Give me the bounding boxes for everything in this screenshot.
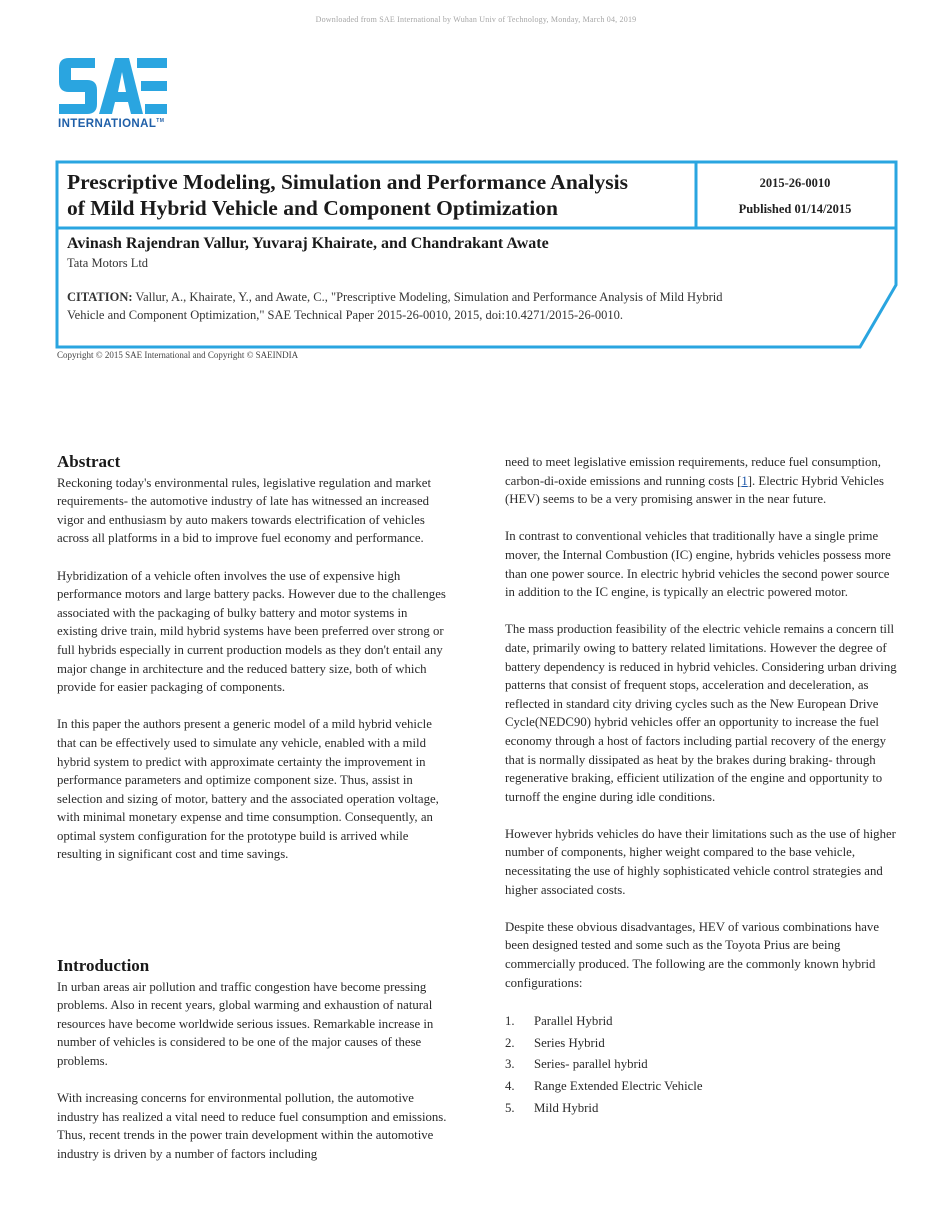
list-item: 1. Parallel Hybrid [505, 1013, 613, 1028]
body-paragraph: Despite these obvious disadvantages, HEV of various combinations have been designed tested and some such as the Toyota Prius are being commercially produced. The following are the commonly known hybrid configurations: [505, 919, 879, 990]
body-paragraph: The mass production feasibility of the electric vehicle remains a concern till date, primarily owing to battery related limitations. However the degree of battery dependency is reduced in hybrid vehicles. Considering urban driving patterns that consist of frequent stops, acceleration and deceleration, as reflected in standard city driving cycles such as the New European Drive Cycle(NEDC90) hybrid vehicles offer an opportunity to increase the fuel economy through a host of factors including partial recovery of the energy that is normally dissipated as heat by the brakes during braking- through regenerative braking, efficient utilization of the engine and opportunity to turnoff the engine during idle conditions. [505, 622, 897, 804]
citation: CITATION: Vallur, A., Khairate, Y., and Awate, C., "Prescriptive Modeling, Simulation and Performance Analysis of Mild Hybrid Vehicle and Component Optimization," SAE Technical Paper 2015-26-0010, 2015, doi:10.4271/2015-26-0010. [67, 290, 723, 322]
download-note: Downloaded from SAE International by Wuhan Univ of Technology, Monday, March 04, 2019 [315, 15, 637, 24]
abstract-paragraph: Reckoning today's environmental rules, legislative regulation and market requirements- the automotive industry of late has witnessed an increased vigor and enthusiasm by auto makers towards electrification of vehicles across all platforms in a bid to improve fuel economy and performance. [57, 475, 432, 546]
introduction-section [57, 957, 449, 1164]
list-item: 3. Series- parallel hybrid [505, 1057, 648, 1072]
reference-link[interactable]: 1 [741, 473, 748, 488]
citation-label: CITATION: [67, 290, 133, 304]
introduction-paragraph: In urban areas air pollution and traffic congestion have become pressing problems. Also in recent years, global warming and exhaustion of natural resources have become worldwide serious issues. Remarkable increase in number of vehicles is considered to be one of the major causes of these problems. [57, 979, 434, 1068]
right-column [505, 453, 897, 1120]
published-date: Published 01/14/2015 [738, 202, 852, 216]
copyright: Copyright © 2015 SAE International and Copyright © SAEINDIA [57, 350, 299, 360]
body-paragraph: need to meet legislative emission requirements, reduce fuel consumption, carbon-di-oxide emissions and running costs [1]. Electric Hybrid Vehicles (HEV) seems to be a very promising answer in the near future. [505, 455, 884, 507]
list-item: 4. Range Extended Electric Vehicle [505, 1079, 703, 1094]
introduction-heading: Introduction [57, 956, 150, 975]
hybrid-config-list [505, 1011, 897, 1120]
logo-subtext: INTERNATIONAL™ [58, 118, 165, 130]
introduction-paragraph: With increasing concerns for environmental pollution, the automotive industry has realized a vital need to reduce fuel consumption and emissions. Thus, recent trends in the power train development within the automotive industry is driven by a number of factors including [57, 1091, 447, 1161]
sae-logo [57, 56, 177, 136]
abstract-heading: Abstract [57, 452, 121, 471]
paper-title: Prescriptive Modeling, Simulation and Performance Analysis of Mild Hybrid Vehicle and Component Optimization [67, 170, 628, 220]
authors: Avinash Rajendran Vallur, Yuvaraj Khairate, and Chandrakant Awate [67, 235, 549, 252]
list-item: 2. Series Hybrid [505, 1035, 605, 1050]
body-paragraph: In contrast to conventional vehicles that traditionally have a single prime mover, the Internal Combustion (IC) engine, hybrids vehicles possess more than one power source. In electric hybrid vehicles the second power source in addition to the IC engine, is typically an electric powered motor. [505, 529, 891, 600]
abstract-paragraph: Hybridization of a vehicle often involves the use of expensive high performance motors and large battery packs. However due to the challenges associated with the packaging of bulky battery and motor systems in existing drive train, mild hybrid systems have been preferred over strong or full hybrids especially in current production models as they don't entail any major change in architecture and the reduced battery size, both of which provide for easier packaging of components. [57, 568, 446, 695]
list-item: 5. Mild Hybrid [505, 1101, 599, 1115]
paper-id: 2015-26-0010 [759, 176, 831, 190]
body-paragraph: However hybrids vehicles do have their limitations such as the use of higher number of components, higher weight compared to the base vehicle, necessitating the use of highly sophisticated vehicle control strategies and higher associated costs. [505, 826, 896, 897]
abstract-section [57, 453, 449, 864]
sae-logo-mark [57, 56, 169, 116]
abstract-paragraph: In this paper the authors present a generic model of a mild hybrid vehicle that can be effectively used to simulate any vehicle, enabled with a mild hybrid system to predict with approximate certainty the improvement in performance parameters and optimize component size. Thus, assist in selection and sizing of motor, battery and the associated operation voltage, with minimal monetary expense and time consumption. Consequently, an optimal system configuration for the prototype build is arrived while resulting in significant cost and time savings. [57, 717, 439, 862]
affiliation: Tata Motors Ltd [67, 256, 149, 270]
